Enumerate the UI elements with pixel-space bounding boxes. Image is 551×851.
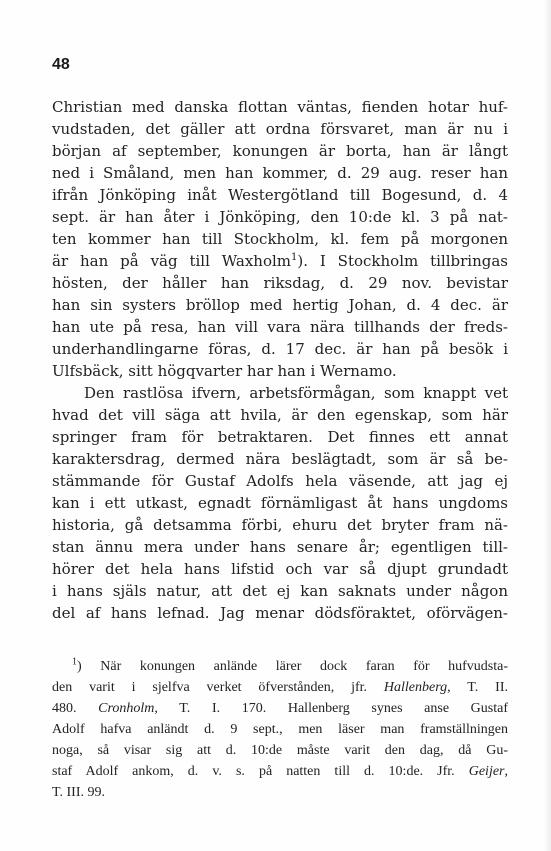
- body-line: underhandlingarne föras, d. 17 dec. är han på besök i: [52, 340, 508, 358]
- footnote: [52, 656, 508, 803]
- body-line: stan ännu mera under hans senare år; egentligen till-: [52, 538, 508, 556]
- body-line: springer fram för betraktaren. Det finnes ett annat: [52, 428, 508, 446]
- body-line: hösten, der håller han riksdag, d. 29 nov. bevistar: [52, 274, 508, 292]
- footnote-text: , T. I. 170. Hallenberg synes anse Gustaf: [154, 701, 508, 716]
- body-line: hvad det vill säga att hvila, är den egenskap, som här: [52, 406, 508, 424]
- footnote-text: 480.: [52, 701, 99, 716]
- footnote-text: den varit i sjelfva verket öfverstånden, jfr.: [52, 680, 384, 695]
- footnote-line: T. III. 99.: [52, 785, 105, 800]
- cited-author: Geijer: [468, 764, 505, 779]
- cited-author: Hallenberg: [383, 680, 448, 695]
- footnote-line: [52, 656, 508, 677]
- body-line: del af hans lefnad. Jag menar dödsföraktet, oförvägen-: [52, 604, 508, 622]
- body-line-with-footnote-ref: [52, 250, 508, 272]
- body-line: han ute på resa, han vill vara nära tillhands der freds-: [52, 318, 508, 336]
- page-number: 48: [52, 56, 70, 73]
- footnote-text: ) När konungen anlände lärer dock faran för hufvudsta-: [77, 659, 508, 674]
- body-line: Ulfsbäck, sitt högqvarter har han i Wernamo.: [52, 362, 397, 380]
- footnote-line: [52, 698, 508, 719]
- body-line: kan i ett utkast, egnadt förnämligast åt hans ungdoms: [52, 494, 508, 512]
- footnote-line: noga, så visar sig att d. 10:de måste varit den dag, då Gu-: [52, 743, 508, 758]
- cited-author: Cronholm: [98, 701, 155, 716]
- body-line: stämmande för Gustaf Adolfs hela väsende, att jag ej: [52, 472, 508, 490]
- body-text: [52, 96, 508, 624]
- body-line: han sin systers bröllop med hertig Johan, d. 4 dec. är: [52, 296, 508, 314]
- footnote-text: staf Adolf ankom, d. v. s. på natten till d. 10:de. Jfr.: [52, 764, 469, 779]
- body-line: i hans själs natur, att det ej kan saknats under någon: [52, 582, 508, 600]
- body-line: ten kommer han till Stockholm, kl. fem på morgonen: [52, 230, 508, 248]
- body-line-part: är han på väg till Waxholm: [52, 252, 291, 270]
- footnote-line: [52, 761, 508, 782]
- body-line: karaktersdrag, dermed nära beslägtadt, som är så be-: [52, 450, 508, 468]
- footnote-text: ,: [504, 764, 508, 779]
- body-line: Christian med danska flottan väntas, fienden hotar huf-: [52, 98, 508, 116]
- body-line-part: ). I Stockholm tillbringas: [297, 252, 508, 270]
- body-line: sept. är han åter i Jönköping, den 10:de kl. 3 på nat-: [52, 208, 508, 226]
- body-line: hörer det hela hans lifstid och var så djupt grundadt: [52, 560, 508, 578]
- footnote-line: [52, 677, 508, 698]
- page-edge-shadow: [543, 0, 551, 851]
- body-line: historia, gå detsamma förbi, ehuru det bryter fram nä-: [52, 516, 508, 534]
- body-line: början af september, konungen är borta, han är långt: [52, 142, 508, 160]
- paragraph-start-line: Den rastlösa ifvern, arbetsförmågan, som knappt vet: [84, 384, 508, 402]
- body-line: vudstaden, det gäller att ordna försvaret, man är nu i: [52, 120, 508, 138]
- body-line: ned i Småland, men han kommer, d. 29 aug. reser han: [52, 164, 508, 182]
- footnote-text: , T. II.: [447, 680, 508, 695]
- footnote-line: Adolf hafva anländt d. 9 sept., men läser man framställningen: [52, 722, 508, 737]
- body-line: ifrån Jönköping inåt Westergötland till Bogesund, d. 4: [52, 186, 508, 204]
- footnote-marker: 1: [72, 656, 77, 668]
- footnote-reference: 1: [291, 252, 298, 263]
